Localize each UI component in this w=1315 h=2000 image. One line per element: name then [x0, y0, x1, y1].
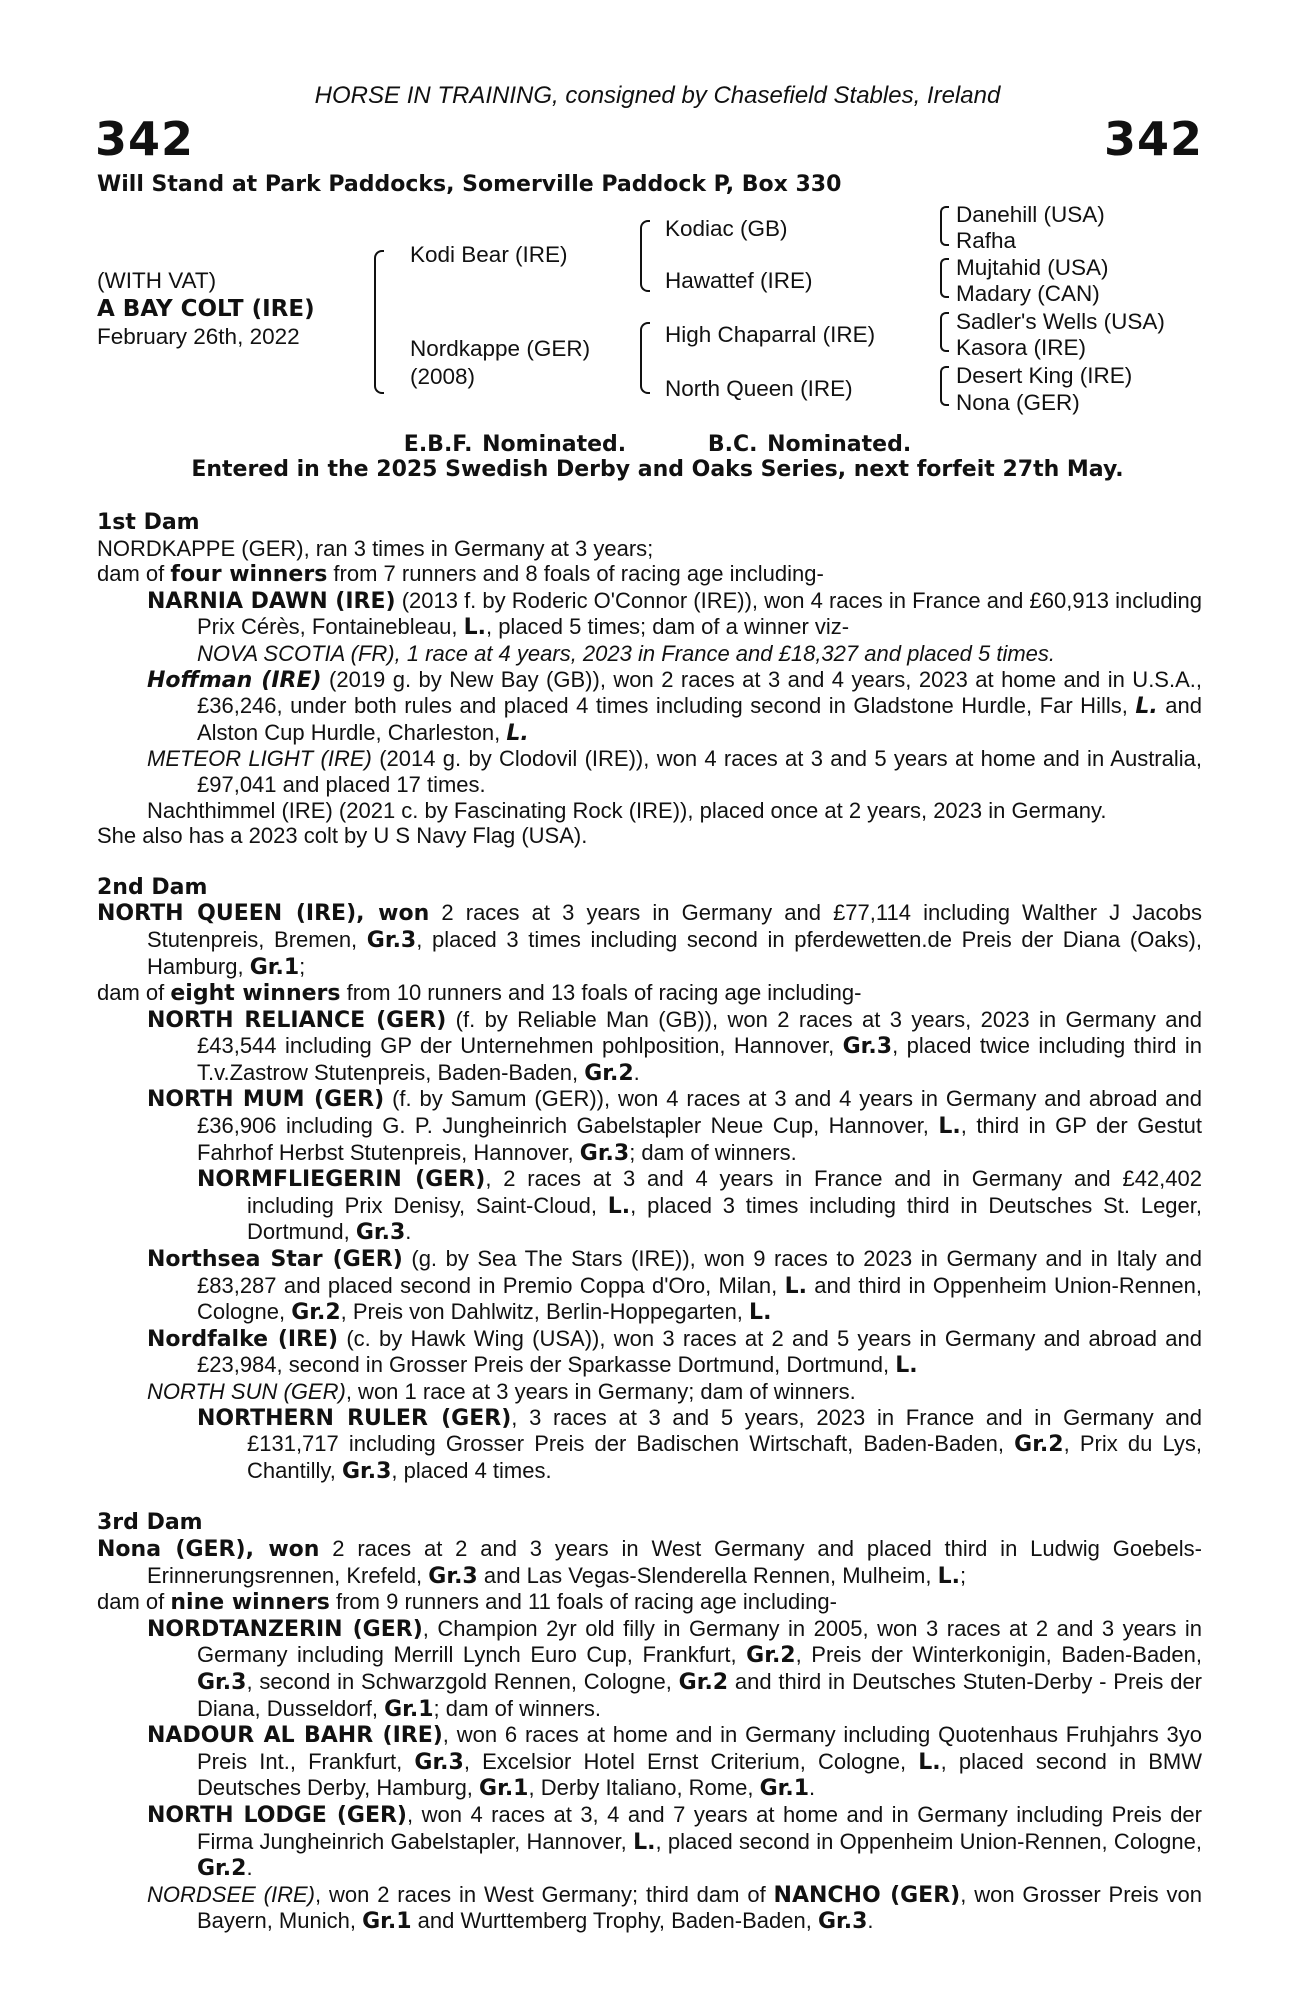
text: , second in Schwarzgold Rennen, Cologne,	[246, 1668, 679, 1694]
grade: Gr.1	[759, 1776, 810, 1802]
grade: Gr.3	[428, 1563, 478, 1589]
produce-entry	[97, 746, 1202, 797]
granddam-2: North Queen (IRE)	[665, 376, 853, 401]
grade: Gr.3	[366, 927, 417, 953]
great-grandparent-8: Nona (GER)	[956, 390, 1080, 415]
text: , Derby Italiano, Rome,	[528, 1775, 760, 1801]
third-dam-heading: 3rd Dam	[97, 1510, 203, 1536]
grade: Gr.2	[678, 1669, 729, 1695]
grade: Gr.2	[197, 1856, 247, 1882]
great-grandparent-6: Kasora (IRE)	[956, 335, 1087, 360]
grade: L.	[937, 1563, 960, 1589]
text: .	[809, 1775, 816, 1801]
consignment-header: HORSE IN TRAINING, consigned by Chasefield Stables, Ireland	[314, 82, 1001, 109]
text: , placed 5 times; dam of a winner viz-	[485, 614, 850, 640]
text: , placed 3 times including third in Deutsches St. Leger, Dortmund,	[247, 1192, 1203, 1245]
lot-number-left: 342	[95, 112, 195, 166]
grade: Gr.3	[579, 1140, 630, 1166]
winners-count: eight winners	[170, 981, 341, 1007]
third-dam-produce-summary	[97, 1589, 1202, 1616]
great-grandparent-3: Mujtahid (USA)	[956, 255, 1109, 280]
text: 2 races at 2 and 3 years in West Germany and placed third in Ludwig Goebels-Erinnerungsrennen, Krefeld,	[147, 1535, 1202, 1588]
horse-name: NORDSEE (IRE)	[147, 1881, 315, 1907]
great-grandparent-2: Rafha	[956, 228, 1017, 253]
third-dam-summary	[97, 1536, 1202, 1589]
great-grandparent-7: Desert King (IRE)	[956, 363, 1133, 388]
text: , Excelsior Hotel Ernst Criterium, Cologne,	[463, 1748, 919, 1774]
text: .	[405, 1219, 412, 1245]
produce-entry	[97, 1007, 1202, 1087]
text: , won 2 races in West Germany; third dam of	[315, 1881, 774, 1907]
horse-name: Hoffman (IRE)	[147, 667, 322, 693]
pedigree-brace-sire	[640, 220, 650, 292]
produce-entry	[97, 1882, 1202, 1935]
text: from 7 runners and 8 foals of racing age including-	[327, 561, 824, 587]
horse-name: NORTH SUN (GER)	[147, 1379, 346, 1404]
text: , placed second in Oppenheim Union-Rennen, Cologne,	[655, 1828, 1202, 1854]
grade: L.	[463, 615, 486, 641]
text: , Preis von Dahlwitz, Berlin-Hoppegarten,	[340, 1299, 750, 1325]
grade: L.	[749, 1300, 772, 1326]
bc-nominated: B.C. Nominated.	[707, 432, 912, 457]
text: ; dam of winners.	[629, 1139, 797, 1165]
second-dam-heading: 2nd Dam	[97, 874, 208, 900]
text: , third in GP der Gestut Fahrhof Herbst Stutenpreis, Hannover,	[197, 1113, 1203, 1165]
produce-entry	[97, 1616, 1202, 1722]
text: , placed twice including third in T.v.Zastrow Stutenpreis, Baden-Baden,	[197, 1033, 1202, 1085]
winners-count: four winners	[170, 562, 328, 588]
grade: Gr.1	[249, 954, 300, 980]
first-dam-produce-summary	[97, 561, 1202, 588]
second-dam-summary	[97, 900, 1202, 980]
lot-number-right: 342	[1103, 112, 1203, 166]
text: .	[246, 1855, 253, 1881]
pedigree-brace-gs3	[940, 312, 949, 352]
text: (2019 g. by New Bay (GB)), won 2 races at 3 and 4 years, 2023 at home and in U.S.A., £36,246, under both rules and placed 4 times including second in Gladstone Hurdle, Far Hills,	[197, 666, 1202, 719]
text: ;	[299, 953, 306, 979]
horse-name: NORTH MUM (GER)	[147, 1087, 385, 1113]
pedigree-brace-dam	[640, 322, 650, 394]
dam-name: Nordkappe (GER)	[410, 336, 591, 361]
text: , placed second in BMW Deutsches Derby, Hamburg,	[197, 1748, 1203, 1801]
text: and third in Deutsches Stuten-Derby - Preis der Diana, Dusseldorf,	[197, 1668, 1203, 1721]
text: (g. by Sea The Stars (IRE)), won 9 races to 2023 in Germany and in Italy and £83,287 and placed second in Premio Coppa d'Oro, Milan,	[197, 1246, 1202, 1298]
horse-name: Northsea Star (GER)	[147, 1247, 403, 1273]
grade: Gr.1	[384, 1696, 434, 1722]
grandsire-2: High Chaparral (IRE)	[665, 322, 876, 347]
horse-name: NOVA SCOTIA (FR)	[197, 640, 395, 666]
grade: Gr.2	[291, 1300, 341, 1326]
first-dam-note: She also has a 2023 colt by U S Navy Flag (USA).	[97, 823, 588, 849]
produce-entry	[97, 667, 1202, 747]
produce-entry	[97, 588, 1202, 641]
grade: Gr.3	[355, 1220, 406, 1246]
sire-name: Kodi Bear (IRE)	[410, 242, 568, 267]
text: , Preis der Winterkonigin, Baden-Baden,	[795, 1642, 1202, 1668]
grade: L.	[938, 1114, 961, 1140]
text: (f. by Samum (GER)), won 4 races at 3 and 4 years in Germany and abroad and £36,906 including G. P. Jungheinrich Gabelstapler Neue Cup, Hannover,	[197, 1086, 1203, 1139]
nominations	[0, 432, 1315, 457]
horse-name: NORTHERN RULER (GER)	[197, 1405, 512, 1431]
grade: Gr.3	[817, 1909, 868, 1935]
text: , 1 race at 4 years, 2023 in France and £18,327 and placed 5 times.	[394, 640, 1056, 666]
text: (2014 g. by Clodovil (IRE)), won 4 races at 3 and 5 years at home and in Australia, £97,041 and placed 17 times.	[197, 746, 1202, 797]
produce-record	[97, 510, 1202, 1935]
text: , won Grosser Preis von Bayern, Munich,	[197, 1881, 1202, 1934]
text: , Champion 2yr old filly in Germany in 2005, won 3 races at 2 and 3 years in Germany including Merrill Lynch Euro Cup, Frankfurt,	[197, 1615, 1202, 1668]
text: dam of	[97, 561, 171, 587]
pedigree-brace-gs1	[940, 206, 949, 246]
text: (2013 f. by Roderic O'Connor (IRE)), won 4 races in France and £60,913 including Prix Cérès, Fontainebleau,	[197, 587, 1202, 640]
text: , 2 races at 3 and 4 years in France and in Germany and £42,402 including Prix Denisy, Saint-Cloud,	[247, 1166, 1202, 1218]
text: and Wurttemberg Trophy, Baden-Baden,	[411, 1908, 818, 1934]
grade: L.	[1135, 694, 1158, 720]
vat-label: (WITH VAT)	[97, 268, 217, 293]
text: from 9 runners and 11 foals of racing age including-	[329, 1589, 837, 1615]
text: ,	[356, 901, 379, 927]
grade: L.	[918, 1749, 941, 1775]
text: won	[378, 901, 430, 927]
grade: Gr.1	[362, 1909, 412, 1935]
grade: Gr.3	[842, 1034, 893, 1060]
horse-name: NORTH QUEEN (IRE)	[97, 901, 357, 927]
text: dam of	[97, 980, 171, 1006]
text: won	[268, 1536, 320, 1562]
horse-name: Nona (GER)	[97, 1536, 246, 1562]
horse-name: NORMFLIEGERIN (GER)	[197, 1167, 486, 1193]
text: , placed 4 times.	[391, 1457, 552, 1483]
grade: Gr.2	[1014, 1432, 1064, 1458]
dam-year: (2008)	[410, 364, 476, 389]
text: , won 6 races at home and in Germany including Quotenhaus Fruhjahrs 3yo Preis Int., Frankfurt,	[197, 1722, 1203, 1774]
produce-entry	[97, 1086, 1202, 1166]
produce-entry	[97, 1246, 1202, 1326]
text: from 10 runners and 13 foals of racing age including-	[340, 980, 862, 1006]
horse-name: NORDTANZERIN (GER)	[147, 1616, 423, 1642]
horse-name: NORTH RELIANCE (GER)	[147, 1007, 447, 1033]
text: 2 races at 3 years in Germany and £77,114 including Walther J Jacobs Stutenpreis, Bremen,	[147, 900, 1202, 952]
grade: Gr.2	[584, 1060, 634, 1086]
produce-subentry	[97, 1405, 1202, 1485]
produce-entry	[97, 1326, 1202, 1379]
great-grandparent-1: Danehill (USA)	[956, 202, 1105, 227]
winners-count: nine winners	[170, 1590, 330, 1616]
grade: Gr.1	[479, 1776, 529, 1802]
text: (c. by Hawk Wing (USA)), won 3 races at 2 and 5 years in Germany and abroad and £23,984, second in Grosser Preis der Sparkasse Dortmund, Dortmund,	[197, 1325, 1202, 1378]
text: , won 1 race at 3 years in Germany; dam of winners.	[345, 1379, 856, 1404]
grandsire-1: Kodiac (GB)	[665, 216, 788, 241]
produce-entry	[97, 1379, 1202, 1405]
stand-location: Will Stand at Park Paddocks, Somerville Paddock P, Box 330	[97, 172, 842, 197]
produce-entry	[97, 1722, 1202, 1802]
grade: Gr.2	[746, 1643, 796, 1669]
horse-name: NANCHO (GER)	[773, 1882, 961, 1908]
foaled-date: February 26th, 2022	[97, 324, 300, 349]
race-entry: Entered in the 2025 Swedish Derby and Oaks Series, next forfeit 27th May.	[191, 457, 1124, 482]
granddam-1: Hawattef (IRE)	[665, 268, 813, 293]
horse-name: NARNIA DAWN (IRE)	[147, 588, 396, 614]
produce-subentry	[97, 641, 1202, 667]
pedigree-brace-gs2	[940, 258, 949, 298]
text: dam of	[97, 1589, 171, 1615]
grade: Gr.3	[197, 1669, 247, 1695]
first-dam-summary: NORDKAPPE (GER), ran 3 times in Germany at 3 years;	[97, 535, 654, 561]
text: , won 4 races at 3, 4 and 7 years at home and in Germany including Preis der Firma Jungheinrich Gabelstapler, Hannover,	[197, 1801, 1202, 1854]
text: and third in Oppenheim Union-Rennen, Cologne,	[197, 1272, 1202, 1325]
grade: Gr.3	[414, 1749, 464, 1775]
horse-name: Nordfalke (IRE)	[147, 1326, 339, 1352]
horse-name: NADOUR AL BAHR (IRE)	[147, 1723, 443, 1749]
grade: L.	[633, 1829, 656, 1855]
produce-entry	[97, 1802, 1202, 1882]
horse-name: A BAY COLT (IRE)	[97, 296, 315, 322]
pedigree-brace-main	[374, 250, 384, 394]
text: and Alston Cup Hurdle, Charleston,	[197, 693, 1202, 745]
text: .	[867, 1908, 874, 1934]
grade: L.	[784, 1273, 807, 1299]
horse-name: NORTH LODGE (GER)	[147, 1802, 407, 1828]
text: .	[633, 1059, 640, 1085]
text: , 3 races at 3 and 5 years, 2023 in France and in Germany and £131,717 including Grosser Preis der Badischen Wirtschaft, Baden-Baden,	[247, 1404, 1202, 1457]
text: and Las Vegas-Slenderella Rennen, Mulheim,	[477, 1562, 938, 1588]
great-grandparent-5: Sadler's Wells (USA)	[956, 309, 1165, 334]
second-dam-produce-summary	[97, 980, 1202, 1007]
great-grandparent-4: Madary (CAN)	[956, 281, 1100, 306]
text: (f. by Reliable Man (GB)), won 2 races at 3 years, 2023 in Germany and £43,544 including GP der Unternehmen pohlposition, Hannover,	[197, 1006, 1202, 1059]
horse-name: METEOR LIGHT (IRE)	[147, 746, 372, 772]
text: ;	[959, 1562, 967, 1588]
grade: L.	[895, 1353, 918, 1379]
text: ,	[245, 1536, 269, 1562]
text: ; dam of winners.	[433, 1695, 602, 1721]
produce-entry: Nachthimmel (IRE) (2021 c. by Fascinating Rock (IRE)), placed once at 2 years, 2023 in Germany.	[147, 797, 1107, 823]
text: , placed 3 times including second in pferdewetten.de Preis der Diana (Oaks), Hamburg,	[147, 926, 1202, 979]
grade: L.	[607, 1193, 631, 1219]
grade: Gr.3	[341, 1458, 392, 1484]
ebf-nominated: E.B.F. Nominated.	[403, 432, 627, 457]
pedigree-brace-gs4	[940, 366, 949, 406]
first-dam-heading: 1st Dam	[97, 510, 200, 535]
produce-subentry	[97, 1166, 1202, 1246]
text: , Prix du Lys, Chantilly,	[247, 1431, 1203, 1483]
grade: L.	[506, 720, 529, 746]
